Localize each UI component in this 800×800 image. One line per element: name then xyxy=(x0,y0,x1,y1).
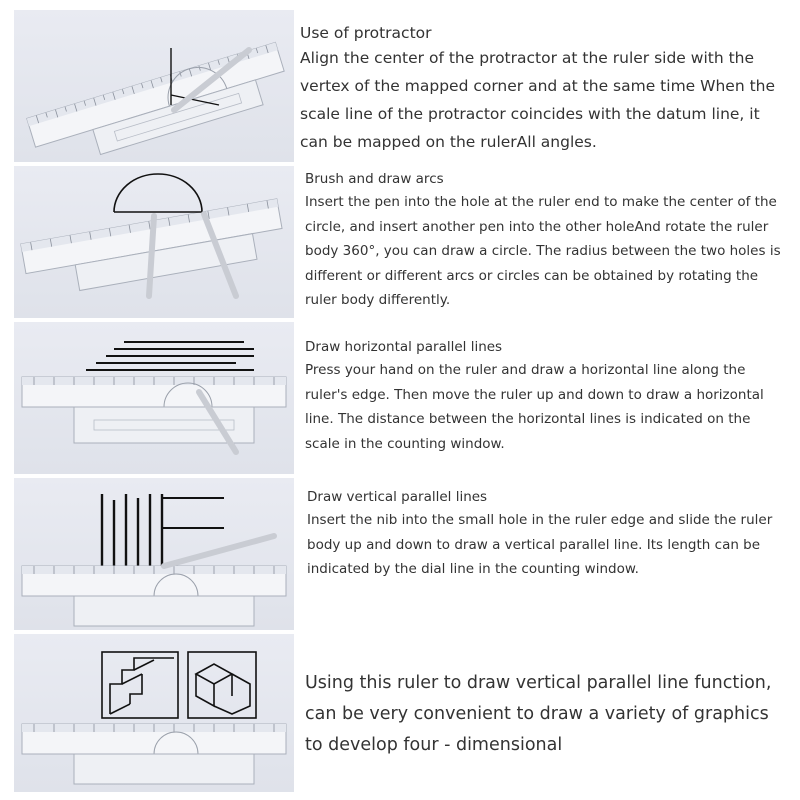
drawn-horizontal-lines xyxy=(86,342,254,370)
section-title: Draw vertical parallel lines xyxy=(307,489,488,505)
block-drawing xyxy=(188,652,256,718)
section-title: Brush and draw arcs xyxy=(305,171,444,187)
ruler-illustration xyxy=(22,724,286,784)
stairs-drawing xyxy=(102,652,178,718)
drawn-arc xyxy=(114,174,202,212)
section-body: Insert the pen into the hole at the ruler end to make the center of the circle, and insert another pen into the other holeAnd rotate the ruler body 360°, you can draw a circle. The radius between the two holes is different or different arcs or circles can be obtained by rotating the ruler body differently. xyxy=(305,194,781,308)
section-body: Insert the nib into the small hole in the ruler edge and slide the ruler body up and down to draw a vertical parallel line. Its length can be indicated by the dial line in the counting window. xyxy=(307,512,773,577)
section-body: Align the center of the protractor at the ruler side with the vertex of the mapped corner and at the same time When the scale line of the protractor coincides with the datum line, it can be mapped on the rulerAll angles. xyxy=(300,49,776,151)
pen-icon xyxy=(164,536,274,566)
section-title: Use of protractor xyxy=(300,24,432,42)
drawn-vertical-lines xyxy=(102,494,162,570)
section-body: Using this ruler to draw vertical parallel line function, can be very convenient to draw a variety of graphics to develop four - dimensional xyxy=(305,673,772,755)
ruler-illustration xyxy=(27,42,292,162)
photo-draw-arcs xyxy=(14,166,294,318)
ruler-illustration xyxy=(22,377,286,443)
photo-vertical-lines xyxy=(14,478,294,630)
photo-horizontal-lines xyxy=(14,322,294,474)
section-body: Press your hand on the ruler and draw a horizontal line along the ruler's edge. Then move the ruler up and down to draw a horizontal line. The distance between the horizontal lines is indicated on the scale in the counting window. xyxy=(305,362,764,452)
ruler-illustration xyxy=(22,566,286,626)
section-title: Draw horizontal parallel lines xyxy=(305,339,503,355)
photo-protractor-use xyxy=(14,10,294,162)
photo-3d-graphics xyxy=(14,634,294,792)
